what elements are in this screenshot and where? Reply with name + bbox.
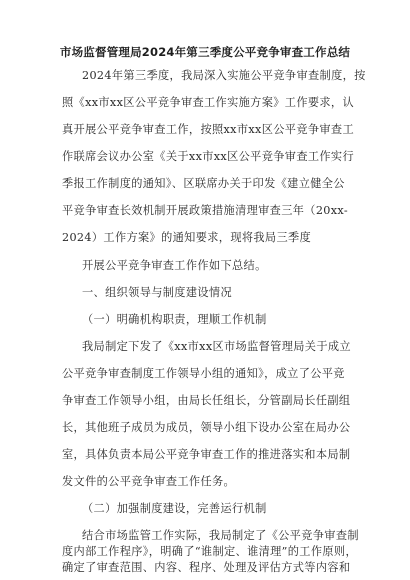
section-heading: 一、组织领导与制度建设情况 [82,286,232,299]
paragraph-line: 作联席会议办公室《关于xx市xx区公平竞争审查工作实行 [62,150,355,163]
paragraph-line: 争审查工作领导小组，由局长任组长，分管副局长任副组 [62,394,351,407]
paragraph-line: 发文件的公平竞争审查工作任务。 [62,475,236,488]
paragraph-line: 开展公平竞争审查工作作如下总结。 [82,259,267,272]
paragraph-line: 长，其他班子成员为成员，领导小组下设办公室在局办公 [62,421,351,434]
paragraph-line: 公平竞争审查制度工作领导小组的通知》，成立了公平竞 [62,367,345,380]
paragraph-line: 室，具体负责本局公平竞争审查工作的推进落实和本局制 [62,448,351,461]
document-title: 市场监督管理局2024年第三季度公平竞争审查工作总结 [59,45,351,59]
paragraph-line: 度内部工作程序》，明确了“谁制定、谁清理”的工作原则， [62,545,357,558]
paragraph-line: 季报工作制度的通知》、区联席办关于印发《建立健全公 [62,177,345,190]
paragraph-line: 平竞争审查长效机制开展政策措施清理审查三年（20xx- [62,204,349,217]
paragraph-line: 结合市场监管工作实际，我局制定了《公平竞争审查制 [82,529,359,542]
paragraph-line: 确定了审查范围、内容、程序、处理及评估方式等内容和 [62,561,351,574]
paragraph-line: 我局制定下发了《xx市xx区市场监督管理局关于成立 [82,340,351,353]
paragraph-line: 真开展公平竞争审查工作，按照xx市xx区公平竞争审查工 [62,123,355,136]
subsection-heading: （一）明确机构职责，理顺工作机制 [82,313,267,326]
paragraph-line: 2024）工作方案》的通知要求，现将我局三季度 [62,231,312,244]
subsection-heading: （二）加强制度建设，完善运行机制 [82,502,267,515]
paragraph-line: 2024年第三季度，我局深入实施公平竞争审查制度，按 [82,69,366,82]
paragraph-line: 照《xx市xx区公平竞争审查工作实施方案》工作要求，认 [62,96,355,109]
